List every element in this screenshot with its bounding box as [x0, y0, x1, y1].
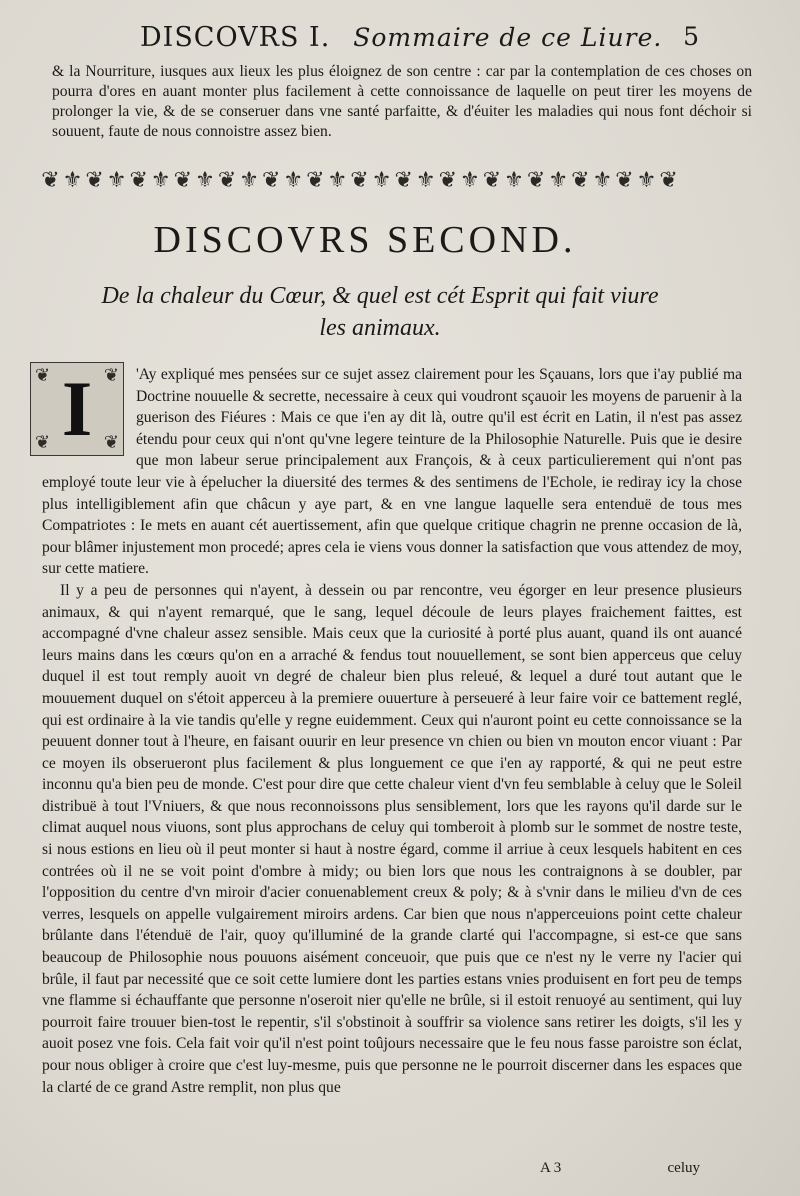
drop-cap: [30, 362, 124, 456]
top-paragraph: & la Nourriture, iusques aux lieux les plus éloignez de son centre : car par la contemplation de ces choses on pourra d'ores en auant monter plus facilement à cette connoissance de laquelle on peut tirer les moyens de prolonger la vie, & de se conseruer dans vne santé parfaitte, & d'éuiter les maladies qui nous font déchoir si souuent, faute de nous connoistre assez bien.: [52, 63, 752, 140]
catchword: celuy: [667, 1160, 700, 1176]
leaf-ornament-icon: ❦: [35, 365, 51, 386]
header-sommaire: Sommaire de ce Liure.: [353, 23, 663, 52]
header-discours: DISCOVRS I.: [140, 22, 331, 53]
chapter-title: DISCOVRS SECOND.: [153, 219, 577, 261]
leaf-ornament-icon: ❦: [103, 365, 119, 386]
paragraph-2: Il y a peu de personnes qui n'ayent, à dessein ou par rencontre, veu égorger en leur presence plusieurs animaux, & qui n'ayent remarqué, que le sang, lequel découle de leurs playes fraichement faittes, est accompagné d'vne chaleur assez sensible. Mais ceux que la curiosité à porté plus auant, quand ils ont auancé leurs mains dans les cœurs qu'on en a arraché & fendus tout nouuellement, se sont bien apperceus que celuy duquel il est tout remply auoit vn degré de chaleur bien plus releué, & lequel a duré tout autant que le mouuement duquel on s'étoit apperceu à la premiere ouuerture à perseueré à leur faire voir ce battement reglé, qui est ordinaire à la vie tandis qu'elle y regne euidemment. Ceux qui n'auront point eu cette connoissance se la peuuent donner tout à l'heure, en faisant ouurir en leur presence vn chien ou bien vn mouton encor viuant : Par ce moyen ils obserueront plus facilement & plus longuement ce que i'en ay rapporté, & qui ne peut estre inconnu qu'a bien peu de monde. C'est pour dire que cette chaleur vient d'vn feu semblable à celuy que le Soleil distribuë à tout l'Vniuers, & que nous reconnoissons plus sensiblement, lors que les rayons qu'il darde sur le climat auquel nous viuons, sont plus approchans de celuy qui tomberoit à plomb sur le sommet de nostre teste, si nous estions en lieu où il peut monter si haut à nostre égard, comme il arriue à ceux lesquels habitent en ces contrées où il ne se voit point d'ombre à midy; ou bien lors que nous les contraignons à se doubler, par l'opposition du centre d'vn miroir d'acier conuenablement creux & poly; & à s'vnir dans le milieu d'vn de ces verres, lesquels on appelle vulgairement miroirs ardens. Car bien que nous n'apperceuions point cette chaleur brûlante dans l'étenduë de l'air, quoy qu'illuminé de la grande clarté qui l'accompagne, si est-ce que sans beaucoup de Philosophie nous pouuons aisément conceuoir, que puis que ce n'est ny le verre ny l'acier qui brûle, il faut par necessité que ce soit cette lumiere dont les parties estans vnies produisent en fort peu de temps vne flamme si échauffante que personne n'oseroit nier qu'elle ne brûle, si il estoit renuoyé au sentiment, qui luy pourroit faire trouuer bien-tost le repentir, s'il s'obstinoit à souffrir sa violence sans retirer les doigts, s'il les y auoit posez vne fois. Cela fait voir qu'il n'est point toûjours necessaire que le feu nous fasse paroistre son éclat, pour nous obliger à croire que c'est luy-mesme, puis que personne ne le pourroit discerner dans les espaces que la clarté de ce grand Astre remplit, non plus que: [42, 581, 742, 1096]
leaf-ornament-icon: ❦: [103, 432, 119, 453]
paragraph-1: 'Ay expliqué mes pensées sur ce sujet assez clairement pour les Sçauans, lors que i'ay publié ma Doctrine nouuelle & secrette, necessaire à ceux qui voudront sçauoir les moyens de paruenir à la guerison des Fiéures : Mais ce que i'en ay dit là, outre qu'il est écrit en Latin, il n'est pas assez étendu pour ceux qui n'ont qu'vne legere teinture de la Philosophie Naturelle. Puis que ie desire que mon labeur serue principalement aux François, & à ceux particulierement qui n'ont pas employé toute leur vie à épelucher la diuersité des termes & des sentimens de l'Echole, ie rediray icy la chose plus intelligiblement afin que châcun y aye part, & en vne langue laquelle sera entenduë de tous mes Compatriotes : Ie mets en auant cét auertissement, afin que quelque critique chagrin ne prenne occasion de là, pour blâmer injustement mon procedé; apres cela ie viens vous donner la satisfaction que vous attendez de moy, sur cette matiere.: [42, 366, 742, 578]
drop-cap-letter: I: [61, 365, 93, 452]
signature-mark: A 3: [540, 1160, 562, 1176]
body-text: [42, 364, 742, 1098]
footer-catch: [540, 1160, 700, 1184]
page-number: 5: [683, 22, 700, 51]
running-header: [140, 22, 700, 56]
ornament-band: ❦⚜❦⚜❦⚜❦⚜❦⚜❦⚜❦⚜❦⚜❦⚜❦⚜❦⚜❦⚜❦⚜❦⚜❦: [41, 168, 681, 193]
chapter-subtitle: De la chaleur du Cœur, & quel est cét Esprit qui fait viure les animaux.: [101, 283, 659, 341]
leaf-ornament-icon: ❦: [35, 432, 51, 453]
